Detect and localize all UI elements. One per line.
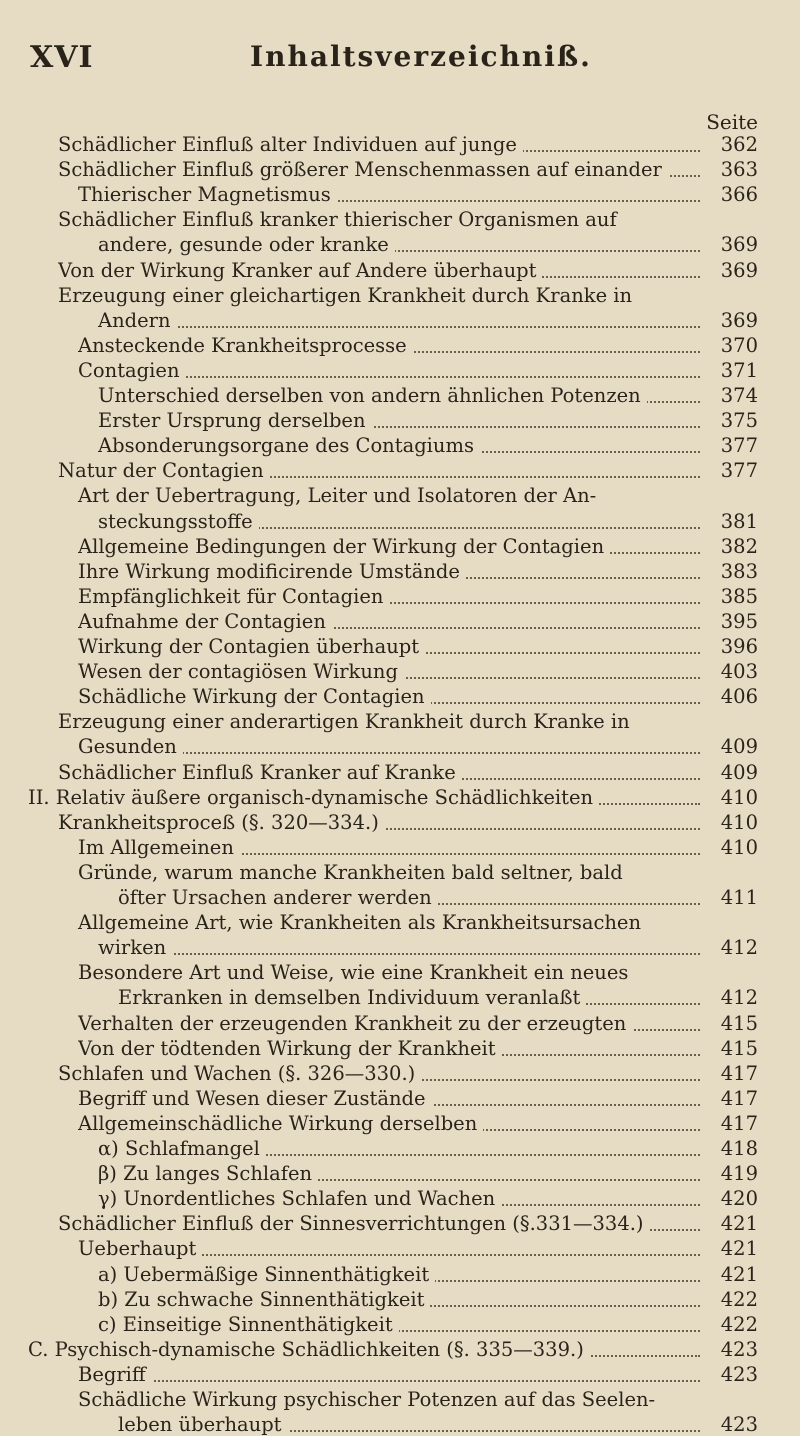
page-header — [0, 40, 800, 80]
toc-entry[interactable] — [58, 1213, 700, 1235]
toc-entry[interactable] — [98, 234, 700, 256]
toc-entry-first-line: Gründe, warum manche Krankheiten bald seltner, bald — [78, 860, 623, 884]
toc-entry[interactable] — [58, 812, 700, 834]
toc-entry[interactable] — [28, 787, 700, 809]
toc-entry-title: Schädlicher Einfluß der Sinnesverrichtungen (§.331—334.) — [58, 1213, 650, 1235]
toc-entry[interactable] — [98, 1264, 700, 1286]
toc-entry[interactable] — [98, 310, 700, 332]
toc-page-number: 417 — [720, 1086, 758, 1110]
toc-page-number: 369 — [720, 233, 758, 257]
toc-page-number: 419 — [720, 1162, 758, 1186]
toc-entry-title: Thierischer Magnetismus — [78, 184, 337, 206]
toc-entry[interactable] — [58, 260, 700, 282]
toc-entry[interactable] — [28, 1339, 700, 1361]
toc-entry[interactable] — [118, 887, 700, 909]
toc-entry-first-line: Allgemeine Art, wie Krankheiten als Krankheitsursachen — [78, 911, 642, 935]
toc-entry-title: Schädlicher Einfluß größerer Menschenmassen auf einander — [58, 159, 668, 181]
toc-page-number: 420 — [720, 1187, 758, 1211]
toc-entry-title: γ) Unordentliches Schlafen und Wachen — [98, 1188, 501, 1210]
page-column-label: Seite — [706, 110, 758, 134]
toc-entry-title: Wirkung der Contagien überhaupt — [78, 636, 425, 658]
toc-entry-title: Erkranken in demselben Individuum veranlaßt — [118, 987, 586, 1009]
toc-entry[interactable] — [58, 134, 700, 156]
toc-page-number: 369 — [720, 308, 758, 332]
toc-entry-title: leben überhaupt — [118, 1414, 288, 1436]
toc-page-number: 374 — [720, 384, 758, 407]
toc-entry[interactable] — [78, 1113, 700, 1135]
toc-entry[interactable] — [78, 1038, 700, 1060]
toc-entry-title: c) Einseitige Sinnenthätigkeit — [98, 1314, 399, 1336]
toc-page-number: 423 — [720, 1413, 758, 1436]
toc-entry-title: Begriff — [78, 1364, 152, 1386]
toc-entry-first-line: Erzeugung einer gleichartigen Krankheit durch Kranke in — [58, 283, 633, 307]
toc-page-number: 370 — [720, 333, 758, 357]
toc-page-number: 371 — [720, 358, 758, 382]
toc-entry-title: Begriff und Wesen dieser Zustände — [78, 1088, 432, 1110]
toc-entry-first-line: Art der Uebertragung, Leiter und Isolatoren der An- — [78, 484, 597, 508]
toc-entry[interactable] — [98, 385, 700, 407]
page-folio: XVI — [30, 40, 94, 75]
toc-entry-title: Schädliche Wirkung der Contagien — [78, 686, 431, 708]
toc-entry-title: Allgemeine Bedingungen der Wirkung der Contagien — [78, 536, 610, 558]
toc-entry-title: Von der tödtenden Wirkung der Krankheit — [78, 1038, 502, 1060]
toc-entry[interactable] — [78, 536, 700, 558]
toc-entry-title: α) Schlafmangel — [98, 1138, 266, 1160]
toc-entry-title: steckungsstoffe — [98, 511, 259, 533]
toc-entry[interactable] — [58, 1063, 700, 1085]
toc-entry-title: Unterschied derselben von andern ähnlichen Potenzen — [98, 385, 647, 407]
toc-entry[interactable] — [78, 837, 700, 859]
toc-page-number: 415 — [720, 1036, 758, 1060]
toc-entry[interactable] — [98, 435, 700, 457]
toc-entry[interactable] — [78, 686, 700, 708]
toc-entry-first-line: Schädlicher Einfluß kranker thierischer Organismen auf — [58, 208, 617, 232]
toc-entry-title: Gesunden — [78, 736, 183, 758]
toc-page-number: 363 — [720, 158, 758, 182]
toc-entry-title: Ihre Wirkung modificirende Umstände — [78, 561, 466, 583]
toc-entry[interactable] — [78, 561, 700, 583]
toc-entry[interactable] — [98, 1138, 700, 1160]
toc-entry-title: Andern — [98, 310, 177, 332]
toc-page-number: 362 — [720, 133, 758, 156]
toc-entry-title: wirken — [98, 937, 172, 959]
toc-page-number: 396 — [720, 635, 758, 658]
toc-entry-title: Krankheitsproceß (§. 320—334.) — [58, 812, 385, 834]
toc-entry[interactable] — [58, 159, 700, 181]
toc-page-number: 410 — [720, 810, 758, 834]
toc-entry[interactable] — [58, 762, 700, 784]
toc-entry[interactable] — [98, 511, 700, 533]
toc-page-number: 377 — [720, 434, 758, 458]
toc-page-number: 406 — [720, 685, 758, 709]
toc-page-number: 418 — [720, 1137, 758, 1160]
toc-entry[interactable] — [78, 586, 700, 608]
toc-entry[interactable] — [98, 1188, 700, 1210]
toc-page-number: 417 — [720, 1061, 758, 1085]
toc-entry[interactable] — [118, 987, 700, 1009]
toc-entry-title: a) Uebermäßige Sinnenthätigkeit — [98, 1264, 435, 1286]
toc-entry-title: Schädlicher Einfluß Kranker auf Kranke — [58, 762, 462, 784]
toc-entry[interactable] — [78, 1088, 700, 1110]
toc-entry-title: Erster Ursprung derselben — [98, 410, 372, 432]
toc-entry[interactable] — [78, 661, 700, 683]
toc-page-number: 410 — [720, 785, 758, 809]
dot-leader — [98, 326, 700, 328]
toc-entry-title: öfter Ursachen anderer werden — [118, 887, 438, 909]
toc-entry-title: Schlafen und Wachen (§. 326—330.) — [58, 1063, 421, 1085]
toc-entry-title: Schädlicher Einfluß alter Individuen auf junge — [58, 134, 523, 156]
dot-leader — [98, 953, 700, 955]
toc-entry-title: C. Psychisch-dynamische Schädlichkeiten (§. 335—339.) — [28, 1339, 590, 1361]
toc-entry[interactable] — [78, 184, 700, 206]
toc-entry[interactable] — [118, 1414, 700, 1436]
toc-page-number: 417 — [720, 1111, 758, 1135]
toc-page-number: 382 — [720, 534, 758, 558]
toc-page-number: 421 — [720, 1237, 758, 1261]
toc-entry-title: Contagien — [78, 360, 186, 382]
toc-page-number: 423 — [720, 1337, 758, 1361]
toc-page-number: 383 — [720, 559, 758, 583]
toc-page-number: 423 — [720, 1362, 758, 1386]
toc-page-number: 409 — [720, 760, 758, 784]
toc-page-number: 366 — [720, 183, 758, 207]
toc-entry[interactable] — [78, 611, 700, 633]
toc-page-number: 421 — [720, 1212, 758, 1236]
toc-entry[interactable] — [78, 360, 700, 382]
toc-entry-title: Wesen der contagiösen Wirkung — [78, 661, 404, 683]
toc-entry[interactable] — [98, 410, 700, 432]
toc-page-number: 422 — [720, 1312, 758, 1336]
toc-page-number: 385 — [720, 584, 758, 608]
toc-page-number: 375 — [720, 409, 758, 433]
toc-entry-first-line: Schädliche Wirkung psychischer Potenzen auf das Seelen- — [78, 1388, 656, 1411]
toc-entry-title: Ansteckende Krankheitsprocesse — [78, 335, 413, 357]
toc-entry-title: Aufnahme der Contagien — [78, 611, 332, 633]
toc-entry-title: β) Zu langes Schlafen — [98, 1163, 318, 1185]
toc-entry-first-line: Besondere Art und Weise, wie eine Krankheit ein neues — [78, 961, 629, 985]
toc-page-number: 369 — [720, 258, 758, 282]
toc-page-number: 411 — [720, 886, 758, 909]
toc-entry[interactable] — [98, 937, 700, 959]
toc-entry-title: Empfänglichkeit für Contagien — [78, 586, 389, 608]
dot-leader — [78, 1380, 700, 1382]
toc-entry[interactable] — [98, 1314, 700, 1336]
toc-entry-title: Allgemeinschädliche Wirkung derselben — [78, 1113, 483, 1135]
toc-entry[interactable] — [78, 636, 700, 658]
toc-page-number: 395 — [720, 609, 758, 633]
toc-entry[interactable] — [78, 1364, 700, 1386]
toc-entry-first-line: Erzeugung einer anderartigen Krankheit durch Kranke in — [58, 710, 630, 734]
toc-entry[interactable] — [78, 335, 700, 357]
toc-page-number: 410 — [720, 835, 758, 859]
toc-entry-title: b) Zu schwache Sinnenthätigkeit — [98, 1289, 430, 1311]
toc-entry-title: andere, gesunde oder kranke — [98, 234, 395, 256]
toc-entry-title: Im Allgemeinen — [78, 837, 240, 859]
toc-page-number: 422 — [720, 1287, 758, 1311]
toc-page-number: 421 — [720, 1262, 758, 1286]
toc-entry[interactable] — [78, 1013, 700, 1035]
toc-entry-title: II. Relativ äußere organisch-dynamische Schädlichkeiten — [28, 787, 599, 809]
toc-page-number: 412 — [720, 986, 758, 1010]
running-title: Inhaltsverzeichniß. — [250, 40, 592, 73]
toc-page-number: 377 — [720, 459, 758, 483]
toc-entry-title: Absonderungsorgane des Contagiums — [98, 435, 480, 457]
toc-entry[interactable] — [98, 1289, 700, 1311]
toc-entry[interactable] — [58, 460, 700, 482]
toc-page-number: 412 — [720, 936, 758, 960]
toc-entry-title: Verhalten der erzeugenden Krankheit zu der erzeugten — [78, 1013, 632, 1035]
toc-entry[interactable] — [98, 1163, 700, 1185]
toc-page-number: 409 — [720, 735, 758, 759]
toc-entry-title: Natur der Contagien — [58, 460, 270, 482]
toc-entry[interactable] — [78, 736, 700, 758]
toc-page-number: 381 — [720, 509, 758, 533]
toc-entry-title: Ueberhaupt — [78, 1238, 202, 1260]
toc-page-number: 403 — [720, 660, 758, 684]
toc-entry-title: Von der Wirkung Kranker auf Andere überhaupt — [58, 260, 542, 282]
toc-entry[interactable] — [78, 1238, 700, 1260]
toc-page-number: 415 — [720, 1011, 758, 1035]
